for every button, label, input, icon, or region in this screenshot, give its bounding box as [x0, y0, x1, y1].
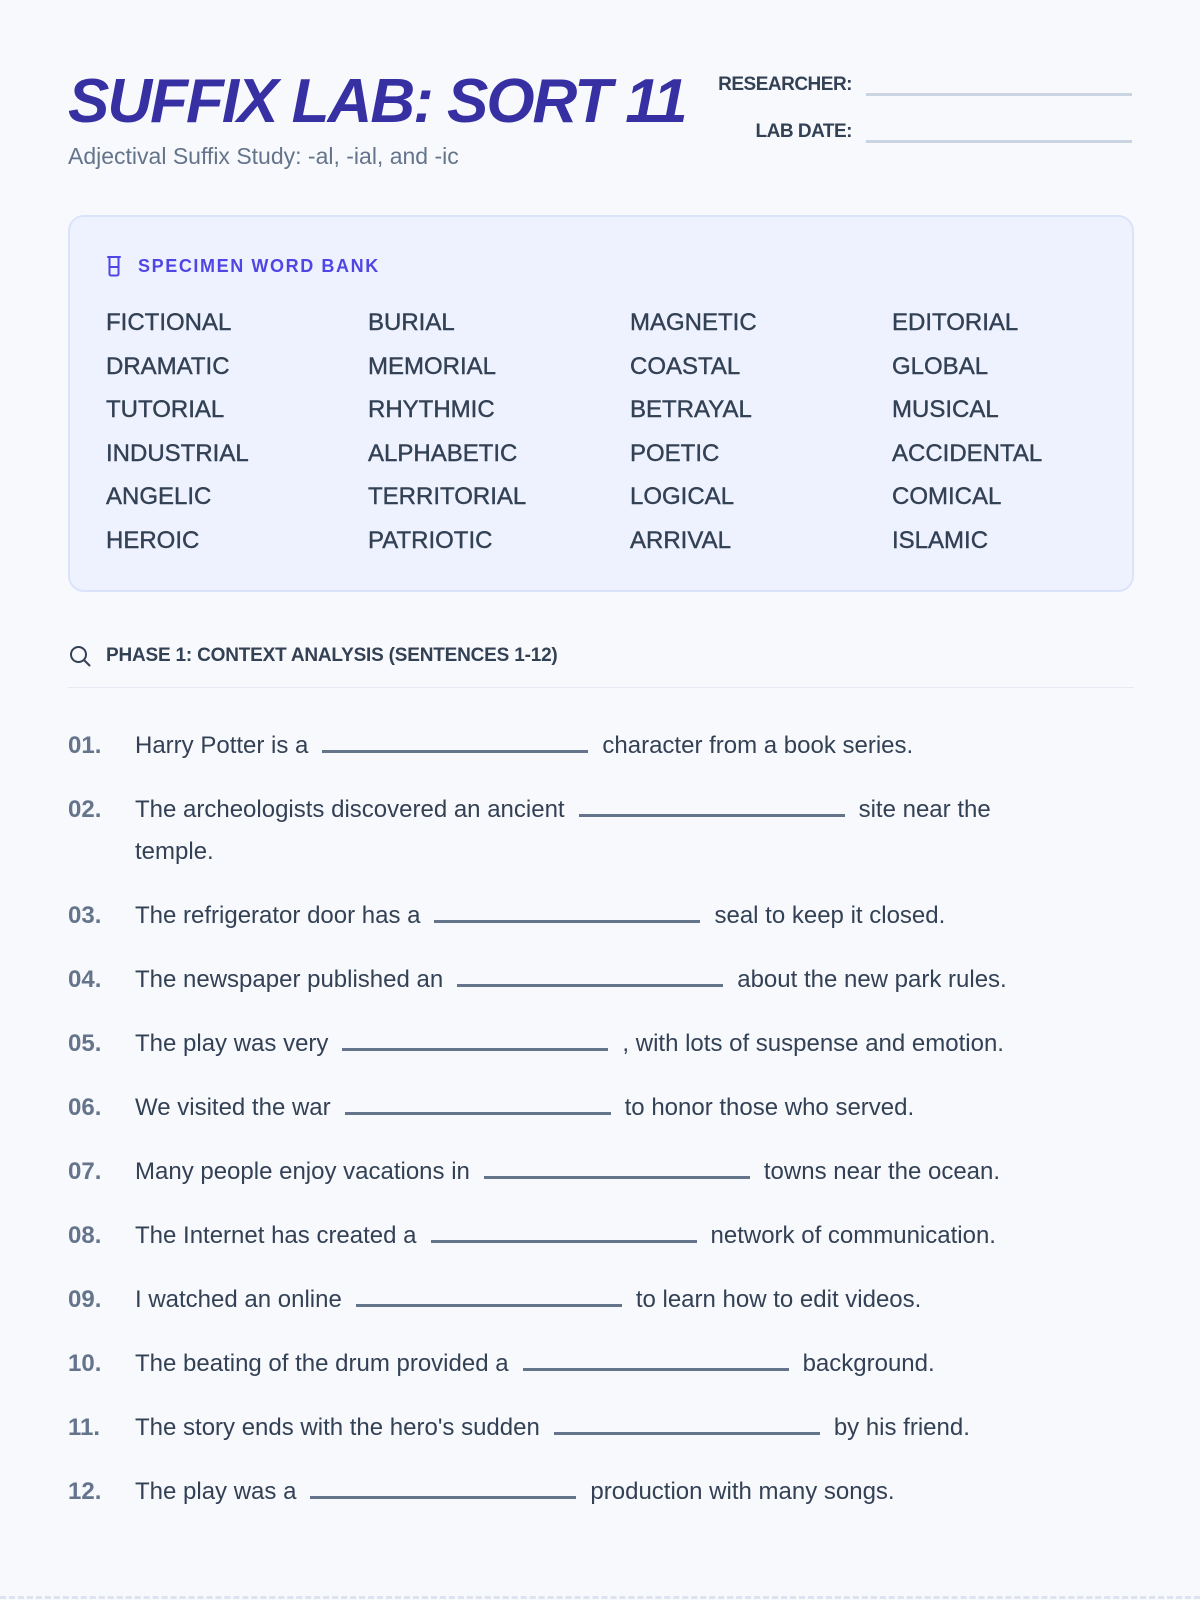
sentence-start: Many people enjoy vacations in	[135, 1158, 470, 1185]
question-row	[68, 789, 1134, 873]
word-bank-grid	[106, 301, 1096, 562]
researcher-field[interactable]	[866, 70, 1132, 96]
answer-blank[interactable]	[434, 897, 700, 923]
answer-blank[interactable]	[554, 1409, 820, 1435]
question-number: 09.	[68, 1286, 102, 1313]
question-sentence	[135, 1407, 1065, 1449]
search-icon	[68, 644, 92, 668]
sentence-end: about the new park rules.	[737, 966, 1007, 993]
word-bank-word: HEROIC	[106, 526, 200, 554]
question-number: 05.	[68, 1030, 102, 1057]
question-sentence	[135, 1471, 1065, 1513]
question-row	[68, 1215, 1134, 1257]
question-number: 06.	[68, 1094, 102, 1121]
sentence-end: , with lots of suspense and emotion.	[622, 1030, 1004, 1057]
lab-date-row	[756, 117, 1132, 143]
question-row	[68, 1343, 1134, 1385]
question-row	[68, 1279, 1134, 1321]
answer-blank[interactable]	[356, 1281, 622, 1307]
word-bank-word: ISLAMIC	[892, 526, 989, 554]
sentence-start: The newspaper published an	[135, 966, 444, 993]
question-sentence	[135, 1023, 1065, 1065]
question-row	[68, 725, 1134, 767]
question-row	[68, 1407, 1134, 1449]
answer-blank[interactable]	[310, 1473, 576, 1499]
question-row	[68, 1151, 1134, 1193]
page-subtitle: Adjectival Suffix Study: -al, -ial, and -ic	[68, 143, 459, 169]
question-number: 12.	[68, 1478, 102, 1505]
question-number: 10.	[68, 1350, 102, 1377]
question-number: 07.	[68, 1158, 102, 1185]
answer-blank[interactable]	[431, 1217, 697, 1243]
question-number: 08.	[68, 1222, 102, 1249]
word-bank-word: DRAMATIC	[106, 352, 230, 380]
lab-date-field[interactable]	[866, 117, 1132, 143]
word-bank	[68, 215, 1134, 592]
sentence-end: site near the temple.	[135, 796, 991, 865]
answer-blank[interactable]	[345, 1089, 611, 1115]
word-bank-word: BURIAL	[368, 309, 455, 336]
word-bank-word: ALPHABETIC	[368, 439, 518, 467]
researcher-label: RESEARCHER:	[718, 74, 852, 95]
word-bank-word: ARRIVAL	[630, 526, 731, 554]
word-bank-word: EDITORIAL	[892, 309, 1019, 336]
page-title: SUFFIX LAB: SORT 11	[68, 67, 686, 136]
question-row	[68, 895, 1134, 937]
word-bank-word: LOGICAL	[630, 483, 735, 510]
sentence-start: The archeologists discovered an ancient	[135, 796, 565, 823]
word-bank-word: ANGELIC	[106, 483, 212, 510]
word-bank-word: MEMORIAL	[368, 352, 497, 380]
question-sentence	[135, 895, 1065, 937]
word-bank-word: BETRAYAL	[630, 396, 752, 423]
word-bank-word: MAGNETIC	[630, 309, 757, 336]
question-number: 11.	[68, 1414, 101, 1441]
word-bank-word: TERRITORIAL	[368, 483, 527, 510]
question-list	[68, 725, 1134, 1535]
sentence-end: to learn how to edit videos.	[635, 1286, 922, 1313]
answer-blank[interactable]	[342, 1025, 608, 1051]
sentence-start: The Internet has created a	[135, 1222, 417, 1249]
sentence-start: We visited the war	[135, 1094, 331, 1121]
word-bank-word: COMICAL	[892, 483, 1002, 510]
sentence-end: by his friend.	[833, 1414, 970, 1441]
question-number: 02.	[68, 796, 102, 823]
question-row	[68, 1471, 1134, 1513]
beaker-icon	[106, 255, 122, 277]
word-bank-word: TUTORIAL	[106, 396, 225, 423]
word-bank-word: ACCIDENTAL	[892, 439, 1043, 467]
phase-heading	[68, 646, 1134, 688]
word-bank-word: POETIC	[630, 439, 720, 467]
sentence-start: Harry Potter is a	[135, 732, 309, 759]
sentence-end: character from a book series.	[602, 732, 914, 759]
question-row	[68, 959, 1134, 1001]
answer-blank[interactable]	[322, 727, 588, 753]
answer-blank[interactable]	[457, 961, 723, 987]
sentence-end: towns near the ocean.	[763, 1158, 1001, 1185]
question-row	[68, 1023, 1134, 1065]
question-sentence	[135, 1151, 1065, 1193]
word-bank-word: INDUSTRIAL	[106, 439, 249, 467]
word-bank-word: GLOBAL	[892, 352, 989, 380]
word-bank-title: SPECIMEN WORD BANK	[138, 255, 380, 276]
sentence-end: network of communication.	[710, 1222, 996, 1249]
word-bank-word: MUSICAL	[892, 396, 999, 423]
answer-blank[interactable]	[484, 1153, 750, 1179]
lab-date-label: LAB DATE:	[755, 121, 852, 142]
question-sentence	[135, 1343, 1065, 1385]
word-bank-word: PATRIOTIC	[368, 526, 493, 554]
question-row	[68, 1087, 1134, 1129]
sentence-end: seal to keep it closed.	[714, 902, 946, 929]
sentence-start: The play was very	[135, 1030, 329, 1057]
question-number: 03.	[68, 902, 102, 929]
word-bank-word: COASTAL	[630, 352, 741, 380]
question-sentence	[135, 1087, 1065, 1129]
question-sentence	[135, 1215, 1065, 1257]
question-sentence	[135, 1279, 1065, 1321]
question-sentence	[135, 789, 1065, 873]
sentence-start: The beating of the drum provided a	[135, 1350, 509, 1377]
page-bottom-divider	[0, 1596, 1200, 1599]
word-bank-word: RHYTHMIC	[368, 396, 495, 423]
sentence-start: I watched an online	[135, 1286, 342, 1313]
word-bank-word: FICTIONAL	[106, 309, 232, 336]
question-sentence	[135, 725, 1065, 767]
answer-blank[interactable]	[523, 1345, 789, 1371]
sentence-start: The refrigerator door has a	[135, 902, 421, 929]
answer-blank[interactable]	[579, 791, 845, 817]
sentence-start: The story ends with the hero's sudden	[135, 1414, 540, 1441]
phase-title: PHASE 1: CONTEXT ANALYSIS (SENTENCES 1-12)	[106, 644, 558, 666]
sentence-end: background.	[802, 1350, 935, 1377]
researcher-row	[718, 70, 1132, 96]
question-number: 01.	[68, 732, 102, 759]
sentence-end: to honor those who served.	[624, 1094, 915, 1121]
question-number: 04.	[68, 966, 102, 993]
word-bank-header	[106, 253, 1096, 279]
sentence-start: The play was a	[135, 1478, 297, 1505]
sentence-end: production with many songs.	[590, 1478, 895, 1505]
question-sentence	[135, 959, 1065, 1001]
